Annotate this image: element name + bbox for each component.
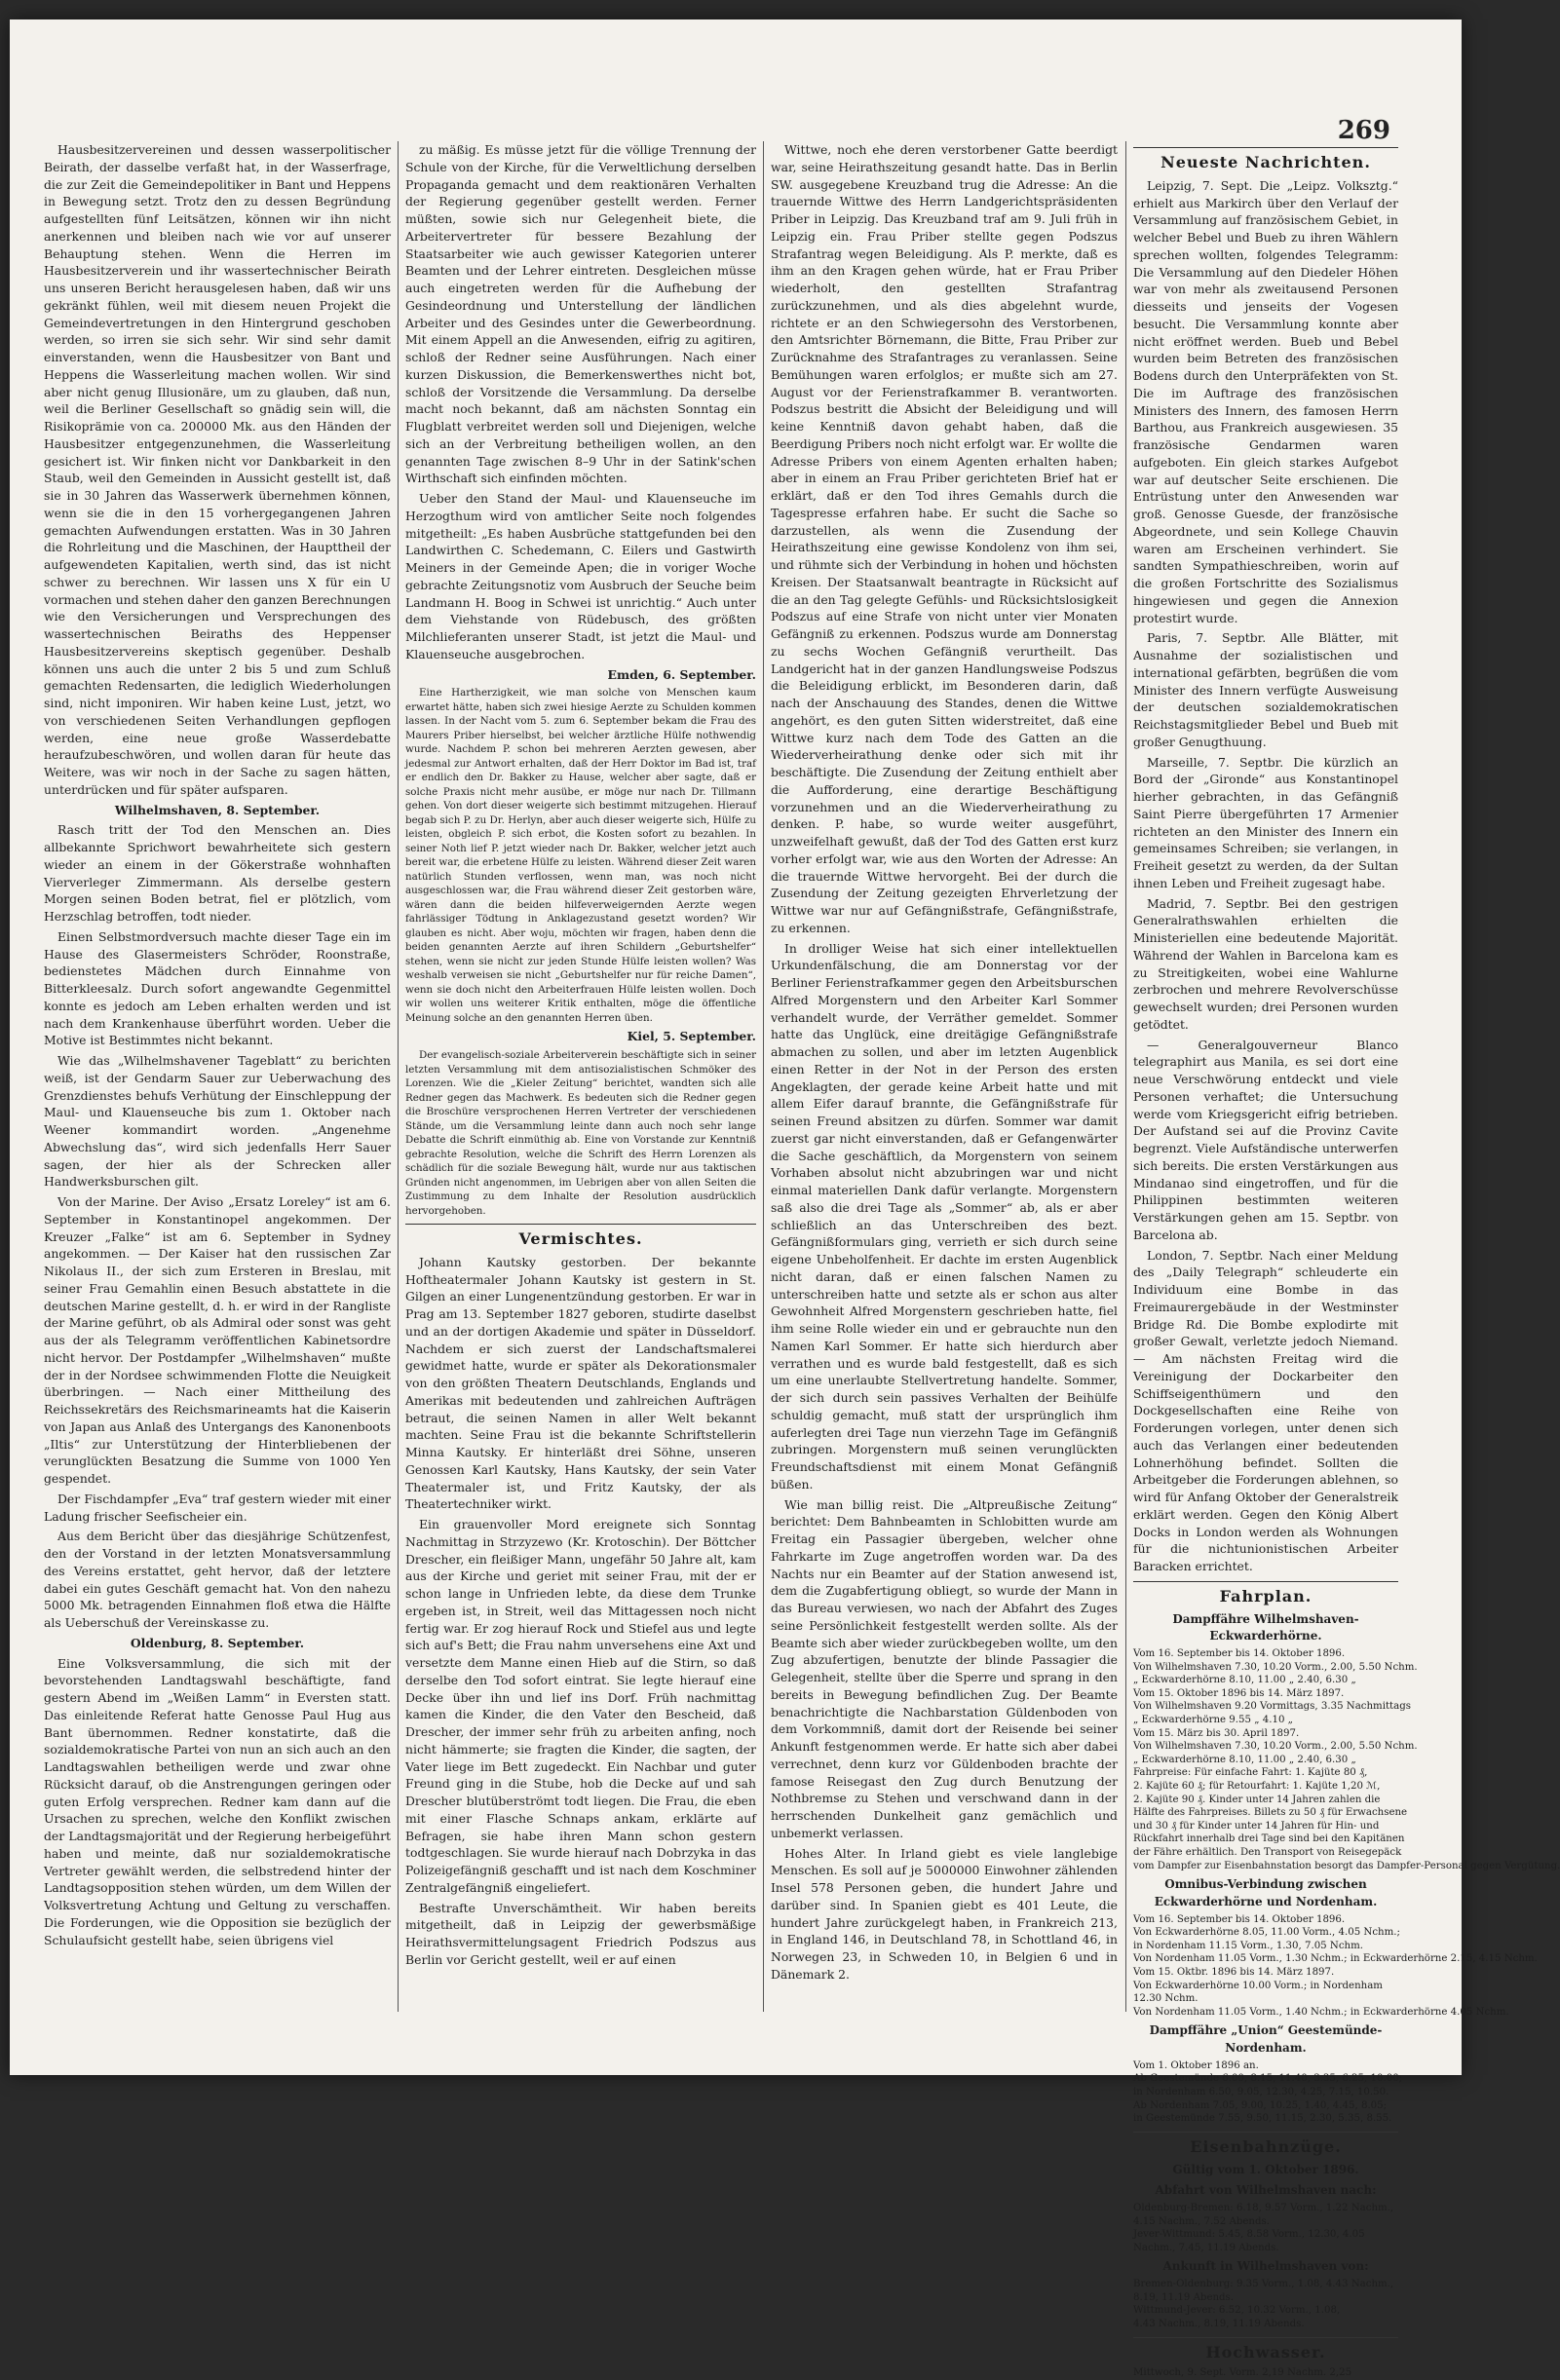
schedule-block [1133, 2202, 1398, 2254]
section-rule [1133, 2132, 1398, 2133]
schedule-block [1133, 2366, 1398, 2380]
schedule-heading: Abfahrt von Wilhelmshaven nach: [1155, 2183, 1377, 2198]
article-paragraph: Von der Marine. Der Aviso „Ersatz Loreley“ ist am 6. September in Konstantinopel angekommen. Der Kreuzer „Falke“ ist am 6. September in Sydney angekommen. — Der Kaiser hat den russischen Zar Nikolaus II., der sich zum Ersteren in Breslau, mit seiner Frau Gemahlin einen Besuch abstattete in die deutschen Marine gestellt, d. h. er wird in der Rangliste der Marine geführt, ob als Admiral oder sonst was geht aus der als Telegramm veröffentlichen Kabinetsordre nicht hervor. Der Postdampfer „Wilhelmshaven“ mußte der in der Nordsee schwimmenden Flotte die Neuigkeit überbringen. — Nach einer Mittheilung des Reichssekretärs des Reichsmarineamts hat die Kaiserin von Japan aus Anlaß des Untergangs des Kanonenboots „Iltis“ zur Unterstützung der Hinterbliebenen der verunglückten Besatzung die Summe von 1000 Yen gespendet. [44, 1194, 391, 1486]
section-rule [1133, 2337, 1398, 2338]
schedule-line: Von Nordenham 11.05 Vorm., 1.30 Nchm.; in Eckwarderhörne 2.15, 4.15 Nchm. [1133, 1953, 1538, 1965]
column-divider [398, 141, 399, 2012]
article-paragraph: Der evangelisch-soziale Arbeiterverein beschäftigte sich in seiner letzten Versammlung mit dem antisozialistischen Schmöker des Lorenzen. Wie die „Kieler Zeitung“ berichtet, wandten sich alle Redner gegen das Machwerk. Es bedeuten sich die Redner gegen die Broschüre versprochenen Herren Vertreter der verschiedenen Stände, um die Versammlung leinte dann auch noch sehr lange Debatte die Schrift einmüthig ab. Eine von Vorstande zur Kenntniß gebrachte Resolution, welche die Schrift des Herrn Lorenzen als schädlich für die soziale Bewegung hält, wurde nur aus taktischen Gründen nicht angenommen, im Uebrigen aber von allen Seiten die Zustimmung zu dem Inhalte der Resolution ausdrücklich hervorgehoben. [405, 1049, 756, 1217]
column-3 [771, 141, 1118, 2012]
schedule-block [1133, 1647, 1560, 1872]
article-paragraph: Eine Volksversammlung, die sich mit der bevorstehenden Landtagswahl beschäftigte, fand gestern Abend im „Weißen Lamm“ in Eversten statt. Das einleitende Referat hatte Genosse Paul Hug aus Bant übernommen. Redner konstatirte, daß die sozialdemokratische Partei von nun an sich auch an den Landtagswahlen betheiligen werde und zwar ohne Rücksicht darauf, ob die Anstrengungen geringen oder guten Erfolg versprechen. Redner kam dann auf die Ursachen zu sprechen, welche den Konflikt zwischen der Landtagsmajorität und der Regierung herbeigeführt haben und meinte, daß nur sozialdemokratische Vertreter gewählt werden, die selbstredend hinter der Landtagsopposition stehen würden, um dem Willen der Volksvertretung Achtung und Geltung zu verschaffen. Die Forderungen, wie die Opposition sie bezüglich der Schulaufsicht gestellt habe, seien übrigens viel [44, 1655, 391, 1947]
column-2 [405, 141, 756, 2012]
article-paragraph: Johann Kautsky gestorben. Der bekannte Hoftheatermaler Johann Kautsky ist gestern in St. Gilgen an einer Lungenentzündung gestorben. Er war in Prag am 13. September 1827 geboren, studirte daselbst und an der dortigen Akademie und später in Düsseldorf. Nachdem er sich zuerst der Landschaftsmalerei gewidmet hatte, wurde er später als Dekorationsmaler von den größten Theatern Deutschlands, Englands und Amerikas mit bedeutenden und zahlreichen Aufträgen betraut, die seinen Namen in aller Welt bekannt machten. Seine Frau ist die bekannte Schriftstellerin Minna Kautsky. Er hinterläßt drei Söhne, unseren Genossen Karl Kautsky, Hans Kautsky, der sein Vater Theatermaler ist, und Fritz Kautsky, der als Theatertechniker wirkt. [405, 1254, 756, 1512]
schedule-line: „ Eckwarderhörne 8.10, 11.00 „ 2.40, 6.30 „ [1133, 1754, 1356, 1765]
schedule-line: Vom 16. September bis 14. Oktober 1896. [1133, 1648, 1346, 1659]
article-paragraph: Aus dem Bericht über das diesjährige Schützenfest, den der Vorstand in der letzten Monatsversammlung des Vereins erstattet, geht hervor, daß der letztere dabei ein gutes Geschäft gemacht hat. Von den nahezu 5000 Mk. betragenden Einnahmen floß etwa die Hälfte als Ueberschuß der Vereinskasse zu. [44, 1529, 391, 1630]
schedule-line: Bremen-Oldenburg: 9.35 Vorm., 1.08, 4.43 Nachm., [1133, 2279, 1394, 2290]
schedule-line: Ab Geestemünde 6.00, 8.15, 11.40, 3.35, 6.25, 10.00; [1133, 2073, 1403, 2085]
schedule-block [1133, 1913, 1538, 2020]
schedule-line: Von Nordenham 11.05 Vorm., 1.40 Nchm.; in Eckwarderhörne 4.05 Nchm. [1133, 2006, 1509, 2018]
dateline-heading: Wilhelmshaven, 8. September. [114, 802, 321, 817]
schedule-line: „ Eckwarderhörne 9.55 „ 4.10 „ [1133, 1714, 1293, 1725]
schedule-line: 12.30 Nchm. [1133, 1993, 1199, 2005]
schedule-line: Von Wilhelmshaven 9.20 Vormittags, 3.35 Nachmittags [1133, 1701, 1411, 1713]
schedule-line: Von Eckwarderhörne 10.00 Vorm.; in Nordenham [1133, 1980, 1383, 1991]
section-rule [1133, 147, 1398, 148]
schedule-line: vom Dampfer zur Eisenbahnstation besorgt das Dampfer-Personal gegen Vergütung. [1133, 1860, 1560, 1871]
article-paragraph: Wie man billig reist. Die „Altpreußische Zeitung“ berichtet: Dem Bahnbeamten in Schlobitten wurde am Freitag ein Passagier übergeben, welcher ohne Fahrkarte im Zuge angetroffen worden war. Da des Nachts nur ein Beamter auf der Station anwesend ist, dem die Zugabfertigung obliegt, so wurde der Mann in das Bureau verwiesen, wo nach der Abfahrt des Zuges seine Persönlichkeit festgestellt werden sollte. Als der Beamte sich aber wieder zurückbegeben wollte, um den Zug abzufertigen, benutzte der blinde Passagier die Gelegenheit, stellte über die Sperre und sprang in den bereits in Bewegung befindlichen Zug. Der Beamte benachrichtigte die Nachbarstation Güldenboden von dem Vorkommniß, damit dort der Reisende bei seiner Ankunft festgenommen werde. Er hatte sich aber dabei verrechnet, denn kurz vor Güldenboden brachte der famose Reisegast den Zug durch Benutzung der Nothbremse zu Stehen und verschwand dann in der herrschenden Dunkelheit ganz gemächlich und unbemerkt verlassen. [771, 1496, 1118, 1840]
section-heading: Vermischtes. [518, 1229, 643, 1248]
column-1 [44, 141, 391, 2012]
schedule-line: Vom 1. Oktober 1896 an. [1133, 2059, 1259, 2071]
schedule-line: Wittmund-Jever: 6.52, 10.32 Vorm., 1.08, [1133, 2305, 1341, 2317]
schedule-line: Vom 15. März bis 30. April 1897. [1133, 1727, 1300, 1739]
article-paragraph: Marseille, 7. Septbr. Die kürzlich an Bord der „Gironde“ aus Konstantinopel hierher gebrachten, in das Gefängniß Saint Pierre übergeführten 17 Armenier richteten an den Minister des Innern ein gemeinsames Schreiben; sie verlangen, in Freiheit gesetzt zu werden, da der Sultan ihnen Leben und Freiheit zugesagt habe. [1133, 754, 1398, 890]
article-paragraph: zu mäßig. Es müsse jetzt für die völlige Trennung der Schule von der Kirche, für die Verweltlichung derselben Propaganda gemacht und dem reaktionären Verhalten der Regierung gegenüber gestellt werden. Ferner müßten, sowie sich nur Gelegenheit biete, die Arbeitervertreter für bessere Bezahlung der Staatsarbeiter wie auch gewisser Kategorien unterer Beamten und der Lehrer eintreten. Desgleichen müsse auch eingetreten werden für die Aufhebung der Gesindeordnung und Unterstellung der ländlichen Arbeiter und des Gesindes unter die Gewerbeordnung. Mit einem Appell an die Anwesenden, eifrig zu agitiren, schloß der Redner seine Ausführungen. Nach einer kurzen Diskussion, die Bemerkenswerthes nicht bot, schloß der Vorsitzende die Versammlung. Da derselbe macht noch bekannt, daß am nächsten Sonntag ein Flugblatt verbreitet werden soll und Diejenigen, welche sich an der Verbreitung betheiligen wollen, an den genannten Tage zwischen 8–9 Uhr in der Satink'schen Wirthschaft sich einfinden möchten. [405, 142, 756, 486]
schedule-line: Oldenburg-Bremen: 6.18, 9.57 Vorm., 1.22 Nachm., [1133, 2203, 1394, 2214]
article-paragraph: Eine Hartherzigkeit, wie man solche von Menschen kaum erwartet hätte, haben sich zwei hiesige Aerzte zu Schulden kommen lassen. In der Nacht vom 5. zum 6. September bekam die Frau des Maurers Priber hierselbst, bei welcher ärztliche Hülfe nothwendig wurde. Nachdem P. schon bei mehreren Aerzten gewesen, aber jedesmal zur Antwort erhalten, daß der Herr Doktor im Bad ist, traf er endlich den Dr. Bakker zu Hause, welcher aber sagte, daß er solche Praxis nicht mehr ausübe, er möge nur nach Dr. Tillmann gehen. Von dort dieser weigerte sich bestimmt mitzugehen. Hierauf begab sich P. zu Dr. Herlyn, aber auch dieser weigerte sich, Hülfe zu leisten, obgleich P. sich erbot, die Kosten sofort zu bezahlen. In seiner Noth lief P. jetzt wieder nach Dr. Bakker, welcher jetzt auch bereit war, die erbetene Hülfe zu leisten. Während dieser Zeit waren natürlich Stunden verflossen, wenn man, was noch nicht ausgeschlossen war, die Frau während dieser Zeit gestorben wäre, wären dann die beiden hilfeverweigernden Aerzte wegen fahrlässiger Tödtung in Anklagezustand gesetzt worden? Wir glauben es nicht. Aber woju, möchten wir fragen, haben denn die beiden genannten Aerzte auf ihren Schildern „Geburtshelfer“ stehen, wenn sie nicht zur jeden Stunde Hülfe leisten wollen? Was weshalb verweisen sie nicht „Geburtshelfer nur für reiche Damen“, wenn sie doch nicht den Arbeiterfrauen Hülfe leisten wollen. Doch wir wollen uns weiterer Kritik enthalten, möge die öffentliche Meinung solche an den genannten Herren üben. [405, 687, 756, 1024]
schedule-line: 8.19, 11.19 Abends. [1133, 2291, 1235, 2303]
article-paragraph: Wie das „Wilhelmshavener Tageblatt“ zu berichten weiß, ist der Gendarm Sauer zur Ueberwachung des Grenzdienstes behufs Verhütung der Einschleppung der Maul- und Klauenseuche bis zum 1. Oktober nach Weener kommandirt worden. „Angenehme Abwechslung das“, wird sich jedenfalls Herr Sauer sagen, der hier als der Schrecken aller Handwerksburschen gilt. [44, 1053, 391, 1190]
column-divider [763, 141, 764, 2012]
schedule-line: in Nordenham 11.15 Vorm., 1.30, 7.05 Nchm. [1133, 1940, 1363, 1951]
article-paragraph: Wittwe, noch ehe deren verstorbener Gatte beerdigt war, seine Heirathszeitung gesandt hatte. Das in Berlin SW. ausgegebene Kreuzband trug die Adresse: An die trauernde Wittwe des Herrn Landgerichtspräsidenten Priber in Leipzig. Das Kreuzband traf am 9. Juli früh in Leipzig ein. Frau Priber stellte gegen Podszus Strafantrag wegen Beleidigung. Als P. merkte, daß es ihm an den Kragen gehen würde, hat er Frau Priber wiederholt, den gestellten Strafantrag zurückzunehmen, und als dies abgelehnt wurde, richtete er an den Schwiegersohn des Verstorbenen, den Amtsrichter Börnemann, die Bitte, Frau Priber zur Zurücknahme des Strafantrages zu veranlassen. Seine Bemühungen waren erfolglos; er mußte sich am 27. August vor der Ferienstrafkammer B. verantworten. Podszus bestritt die Absicht der Beleidigung und will keine Kenntniß davon gehabt haben, daß die Beerdigung Pribers noch nicht erfolgt war. Er wollte die Adresse Pribers von einem Agenten erhalten haben; aber in einem an Frau Priber gerichteten Brief hat er erklärt, daß er den Tod ihres Gemahls durch die Tagespresse erfahren habe. Er sucht die Sache so darzustellen, als wenn die Zusendung der Heirathszeitung eine gewisse Kondolenz von ihm sei, und rühmte sich der Verbindung in hohen und höchsten Kreisen. Der Staatsanwalt beantragte in Rücksicht auf die an den Tag gelegte Gefühls- und Rücksichtslosigkeit Podszus auf eine Strafe von nicht unter vier Monaten Gefängniß zu erkennen. Podszus wurde am Donnerstag zu sechs Wochen Gefängniß verurtheilt. Das Landgericht hat in der ganzen Handlungsweise Podszus die Beleidigung erblickt, im Besonderen darin, daß nach der Anschauung des Standes, denen die Wittwe angehört, es den guten Sitten widerstreitet, daß eine Wittwe kurz nach dem Tode des Gatten an die Wiederverheirathung denke oder sich mit ihr beschäftigte. Die Zusendung der Zeitung enthielt aber die Aufforderung, eine derartige Beschäftigung vorzunehmen und an die Wiederverheirathung zu denken. P. habe, so wurde weiter ausgeführt, unzweifelhaft gewußt, daß der Tod des Gatten erst kurz vorher erfolgt war, wie aus den Worten der Adresse: An die trauernde Wittwe hervorgeht. Bei der durch die Zusendung der Zeitung gezeigten Ehrverletzung der Wittwe war nur auf Gefängnißstrafe, Gefängnißstrafe, zu erkennen. [771, 142, 1118, 935]
schedule-line: Vom 16. September bis 14. Oktober 1896. [1133, 1913, 1346, 1925]
article-paragraph: In drolliger Weise hat sich einer intellektuellen Urkundenfälschung, die am Donnerstag vor der Berliner Ferienstrafkammer gegen den Arbeitsburschen Alfred Morgenstern und den Arbeiter Karl Sommer verhandelt wurde, der Verräther gemeldet. Sommer hatte das Unglück, eine dreitägige Gefängnißstrafe abmachen zu sollen, und aber im letzten Augenblick einen Retter in der Not in der Person des ersten Angeklagten, der gerade keine Arbeit hatte und mit allem Eifer darauf brannte, die Gefängnißstrafe für seinen Freund absitzen zu dürfen. Sommer war damit zuerst gar nicht einverstanden, daß er Gefangenwärter die Sache geschäftlich, da Morgenstern von seinem Vorhaben absolut nicht abzubringen war und nicht einmal materiellen Dank dafür verlangte. Morgenstern saß also die drei Tage als „Sommer“ ab, als er aber schließlich an das Unterschreiben des bezt. Gefängnißformulars ging, verrieth er sich durch seine eigene Unbeholfenheit. Er dachte im ersten Augenblick nicht daran, daß er einen falschen Namen zu unterschreiben hatte und setzte als er schon aus alter Gewohnheit Alfred Morgenstern geschrieben hatte, fiel ihm seine Rolle wieder ein und er gebrauchte nun den Namen Karl Sommer. Er hatte sich hierdurch aber verrathen und es wurde bald festgestellt, daß es sich um eine unerlaubte Stellvertretung handelte. Sommer, der sich durch sein passives Verhalten der Beihülfe schuldig gemacht, muß statt der ursprünglich ihm auferlegten drei Tage nun vierzehn Tage im Gefängniß zubringen. Morgenstern muß seinen verunglückten Freundschaftsdienst mit einem Monat Gefängniß büßen. [771, 940, 1118, 1492]
schedule-line: 4.15 Nachm., 7.52 Abends. [1133, 2215, 1270, 2227]
schedule-line: Vom 15. Oktbr. 1896 bis 14. März 1897. [1133, 1966, 1335, 1978]
article-paragraph: Ein grauenvoller Mord ereignete sich Sonntag Nachmittag in Strzyzewo (Kr. Krotoschin). Der Böttcher Drescher, ein fleißiger Mann, ungefähr 50 Jahre alt, kam aus der Kirche und geriet mit seiner Frau, mit der er schon lange in Unfrieden lebte, da diese dem Trunke ergeben ist, in Streit, weil das Mittagessen noch nicht fertig war. Er zog hierauf Rock und Stiefel aus und legte sich auf's Bett; die Frau nahm unversehens eine Axt und versetzte dem Manne einen Hieb auf die Stirn, so daß derselbe den Tod sofort eintrat. Sie legte hierauf eine Decke über ihn und lief ins Dorf. Früh nachmittag kamen die Kinder, die den Vater den Bescheid, daß Drescher, der immer sehr früh zu arbeiten anfing, noch nicht hämmerte; sie fragten die Kinder, die sagten, der Vater liege im Bett zugedeckt. Ein Nachbar und guter Freund ging in die Stube, hob die Decke auf und sah Drescher blutüberströmt todt liegen. Die Frau, die eben mit einer Flasche Schnaps ankam, erklärte auf Befragen, sie habe ihren Mann schon gestern todtgeschlagen. Sie wurde hierauf nach Dobrzyka in das Polizeigefängniß geschafft und ist nach dem Koschminer Zentralgefängniß eingeliefert. [405, 1517, 756, 1895]
schedule-line: Rückfahrt innerhalb drei Tage sind bei den Kapitänen [1133, 1833, 1405, 1845]
dateline-heading: Kiel, 5. September. [627, 1029, 756, 1044]
section-heading: Hochwasser. [1205, 2342, 1326, 2361]
article-paragraph: Paris, 7. Septbr. Alle Blätter, mit Ausnahme der sozialistischen und international gefärbten, begrüßen die vom Minister des Innern verfügte Ausweisung der deutschen sozialdemokratischen Reichstagsmitglieder Bebel und Bueb mit großer Genugthuung. [1133, 630, 1398, 749]
newspaper-page [10, 19, 1560, 2379]
schedule-line: Fahrpreise: Für einfache Fahrt: 1. Kajüte 80 ₰, [1133, 1767, 1368, 1779]
article-paragraph: Bestrafte Unverschämtheit. Wir haben bereits mitgetheilt, daß in Leipzig der gewerbsmäßige Heirathsvermittelungsagent Friedrich Podszus aus Berlin vor Gericht gestellt, weil er auf einen [405, 1900, 756, 1967]
schedule-line: Mittwoch, 9. Sept. Vorm. 2,19 Nachm. 2,25 [1133, 2367, 1352, 2379]
dateline-heading: Oldenburg, 8. September. [130, 1635, 305, 1650]
schedule-line: 4.43 Nachm., 8.19, 11.19 Abends. [1133, 2318, 1305, 2329]
dateline-heading: Emden, 6. September. [607, 666, 756, 682]
article-paragraph: Leipzig, 7. Sept. Die „Leipz. Volksztg.“ erhielt aus Markirch über den Verlauf der Versammlung auf französischem Gebiet, in welcher Bebel und Bueb zu ihren Wählern sprechen wollten, folgendes Telegramm: Die Versammlung auf den Diedeler Höhen war von mehr als zweitausend Personen diesseits und jenseits der Vogesen besucht. Die Versammlung konnte aber nicht eröffnet werden. Bueb und Bebel wurden beim Betreten des französischen Bodens durch den Unterpräfekten von St. Die im Auftrage des französischen Ministers des Innern, des famosen Herrn Barthou, aus Frankreich ausgewiesen. 35 französische Gendarmen waren aufgeboten. Ein gleich starkes Aufgebot war auf deutscher Seite erschienen. Die Entrüstung unter den Anwesenden war groß. Genosse Guesde, der französische Abgeordnete, und sein Kollege Chauvin waren am Erscheinen verhindert. Sie sandten Sympathieschreiben, worin auf die großen Fortschritte des Sozialismus hingewiesen und gegen die Annexion protestirt wurde. [1133, 177, 1398, 625]
article-paragraph: Rasch tritt der Tod den Menschen an. Dies allbekannte Sprichwort bewahrheitete sich gestern wieder an einem in der Gökerstraße wohnhaften Vierverleger Zimmermann. Als derselbe gestern Morgen seinen Boden betrat, fiel er plötzlich, vom Herzschlag betroffen, todt nieder. [44, 822, 391, 924]
schedule-line: Von Eckwarderhörne 8.05, 11.00 Vorm., 4.05 Nchm.; [1133, 1927, 1400, 1939]
column-4 [1133, 141, 1560, 2379]
schedule-heading: Gültig vom 1. Oktober 1896. [1172, 2162, 1359, 2176]
section-heading: Fahrplan. [1219, 1586, 1313, 1606]
schedule-line: 2. Kajüte 90 ₰. Kinder unter 14 Jahren zahlen die [1133, 1794, 1381, 1805]
schedule-heading: Dampffähre Wilhelmshaven-Eckwarderhörne. [1172, 1611, 1359, 1643]
article-paragraph: — Generalgouverneur Blanco telegraphirt aus Manila, es sei dort eine neue Verschwörung entdeckt und viele Personen verhaftet; die Untersuchung werde vom Kriegsgericht eifrig betrieben. Der Aufstand sei auf die Provinz Cavite begrenzt. Viele Aufständische unterwerfen sich bereits. Die ersten Verstärkungen aus Mindanao sind eingetroffen, und für die Philippinen bestimmten weiteren Verstärkungen gehen am 15. Septbr. von Barcelona ab. [1133, 1037, 1398, 1242]
schedule-line: Ab Nordenham 7.05, 9.00, 10.25, 1.40, 4.45, 8.05; [1133, 2099, 1388, 2111]
schedule-line: in Nordenham 6.50, 9.05, 12.30, 4.25, 7.15, 10.50. [1133, 2087, 1389, 2098]
column-divider [1125, 141, 1126, 2012]
article-paragraph: London, 7. Septbr. Nach einer Meldung des „Daily Telegraph“ schleuderte ein Individuum eine Bombe in das Freimaurergebäude in der Westminster Bridge Rd. Die Bombe explodirte mit großer Gewalt, verletzte jedoch Niemand. — Am nächsten Freitag wird die Vereinigung der Dockarbeiter den Schiffseigenthümern und den Dockgesellschaften eine Reihe von Forderungen vorlegen, unter denen sich auch das Verlangen einer bedeutenden Lohnerhöhung befindet. Sollten die Arbeitgeber die Forderungen ablehnen, so wird für Anfang Oktober der Generalstreik erklärt werden. Gegen den König Albert Docks in London werden als Wohnungen für die nichtunionistischen Arbeiter Baracken errichtet. [1133, 1247, 1398, 1573]
schedule-heading: Omnibus-Verbindung zwischen Eckwarderhörne und Nordenham. [1154, 1877, 1378, 1908]
schedule-line: in Geestemünde 7.55, 9.50, 11.15, 2.30, 5.35, 8.55. [1133, 2113, 1392, 2125]
article-paragraph: Hohes Alter. In Irland giebt es viele langlebige Menschen. Es soll auf je 5000000 Einwohner zählenden Insel 578 Personen geben, die hundert Jahre und darüber sind. In Spanien giebt es 401 Leute, die hundert Jahre zurückgelegt haben, in Frankreich 213, in England 146, in Deutschland 78, in Schottland 46, in Norwegen 23, in Schweden 10, in Belgien 6 und in Dänemark 2. [771, 1845, 1118, 1982]
schedule-block [1133, 2278, 1398, 2330]
schedule-line: Jever-Wittmund: 5.45, 8.58 Vorm., 12.30, 4.05 [1133, 2229, 1365, 2241]
schedule-heading: Dampffähre „Union“ Geestemünde-Nordenham. [1149, 2023, 1383, 2056]
article-paragraph: Einen Selbstmordversuch machte dieser Tage ein im Hause des Glasermeisters Schröder, Roonstraße, bedienstetes Mädchen durch Einnahme von Bitterkleesalz. Durch sofort angewandte Gegenmittel konnte es jedoch am Leben erhalten werden und ist nach dem Krankenhause überführt worden. Ueber die Motive ist Bestimmtes nicht bekannt. [44, 928, 391, 1048]
article-paragraph: Hausbesitzervereinen und dessen wasserpolitischer Beirath, der dasselbe verfaßt hat, in der Wasserfrage, die zur Zeit die Gemeindepolitiker in Bant und Heppens in Bewegung setzt. Trotz den zu dessen Begründung aufgestellten fünf Leitsätzen, können wir ihn nicht anerkennen und bleiben nach wie vor auf unserer Behauptung stehen. Wenn die Herren im Hausbesitzerverein und ihr wassertechnischer Beirath uns unseren Bericht herausgelesen haben, daß wir uns gekränkt fühlen, weil mit diesem neuen Projekt die Gemeindevertretungen in den Hintergrund geschoben werden, so irren sie sich sehr. Wir sind sehr damit einverstanden, wenn die Hausbesitzer von Bant und Heppens die Wasserleitung machen wollen. Wir sind aber nicht genug Illusionäre, um zu glauben, daß nun, weil die Berliner Gesellschaft so gnädig sein will, die Risikoprämie von ca. 200000 Mk. aus den Händen der Hausbesitzer entgegenzunehmen, die Wasserleitung gesichert ist. Wir finken nicht vor Dankbarkeit in den Staub, weil den Gemeinden in Aussicht gestellt ist, daß sie in 30 Jahren das Wasserwerk übernehmen können, wenn sie die in den 15 vorhergegangenen Jahren gemachten Aufwendungen erstatten. Was in 30 Jahren die Rohrleitung und die Maschinen, der Haupttheil der aufgewendeten Kapitalien, werth sind, das ist nicht schwer zu berechnen. Wir lassen uns X für ein U vormachen und stehen daher den ganzen Berechnungen wie den Versicherungen und Versprechungen des wassertechnischen Beiraths des Heppenser Hausbesitzervereins skeptisch gegenüber. Deshalb können uns auch die unter 2 bis 5 und zum Schluß gemachten Redensarten, die lediglich Wiederholungen sind, nicht imponiren. Wir haben keine Lust, jetzt, wo von verschiedenen Seiten Verhandlungen gepflogen werden, eine neue große Wasserdebatte heraufzubeschwören, und wollen daran für heute das Weitere, was wir noch in der Sache zu sagen hätten, unterdrücken und für später aufsparen. [44, 142, 391, 797]
schedule-block [1133, 2059, 1403, 2126]
schedule-line: Vom 15. Oktober 1896 bis 14. März 1897. [1133, 1687, 1345, 1699]
section-heading: Eisenbahnzüge. [1190, 2136, 1342, 2156]
article-paragraph: Ueber den Stand der Maul- und Klauenseuche im Herzogthum wird von amtlicher Seite noch folgendes mitgetheilt: „Es haben Ausbrüche stattgefunden bei den Landwirthen C. Schedemann, C. Eilers und Gastwirth Meiners in der Gemeinde Apen; die in voriger Woche gebrachte Zeitungsnotiz vom Ausbruch der Seuche beim Landmann H. Boog in Schwei ist unrichtig.“ Auch unter dem Viehstande von Rüdebusch, des größten Milchlieferanten unserer Stadt, ist jetzt die Maul- und Klauenseuche ausgebrochen. [405, 491, 756, 661]
page-sheet [44, 116, 1560, 2379]
schedule-heading: Ankunft in Wilhelmshaven von: [1162, 2259, 1369, 2274]
schedule-line: 2. Kajüte 60 ₰; für Retourfahrt: 1. Kajüte 1,20 ℳ, [1133, 1780, 1381, 1792]
section-rule [405, 1224, 756, 1225]
section-rule [1133, 1581, 1398, 1582]
schedule-line: und 30 ₰ für Kinder unter 14 Jahren für Hin- und [1133, 1820, 1380, 1832]
section-heading: Neueste Nachrichten. [1160, 153, 1371, 171]
schedule-line: Nachm., 7.45, 11.19 Abends. [1133, 2242, 1279, 2253]
schedule-line: Von Wilhelmshaven 7.30, 10.20 Vorm., 2.00, 5.50 Nchm. [1133, 1741, 1418, 1753]
schedule-line: Von Wilhelmshaven 7.30, 10.20 Vorm., 2.00, 5.50 Nchm. [1133, 1661, 1418, 1673]
schedule-line: Hälfte des Fahrpreises. Billets zu 50 ₰ für Erwachsene [1133, 1807, 1408, 1819]
article-paragraph: Der Fischdampfer „Eva“ traf gestern wieder mit einer Ladung frischer Seefischeier ein. [44, 1491, 391, 1524]
schedule-line: „ Eckwarderhörne 8.10, 11.00 „ 2.40, 6.30 „ [1133, 1675, 1356, 1686]
schedule-line: der Fähre erhältlich. Den Transport von Reisegepäck [1133, 1846, 1402, 1858]
article-paragraph: Madrid, 7. Septbr. Bei den gestrigen Generalrathswahlen erhielten die Ministeriellen eine bedeutende Majorität. Während der Wahlen in Barcelona kam es zu Streitigkeiten, wobei eine Wahlurne zerbrochen und mehrere Revolverschüsse gewechselt wurden; drei Personen wurden getödtet. [1133, 895, 1398, 1032]
page-number: 269 [1337, 116, 1390, 145]
